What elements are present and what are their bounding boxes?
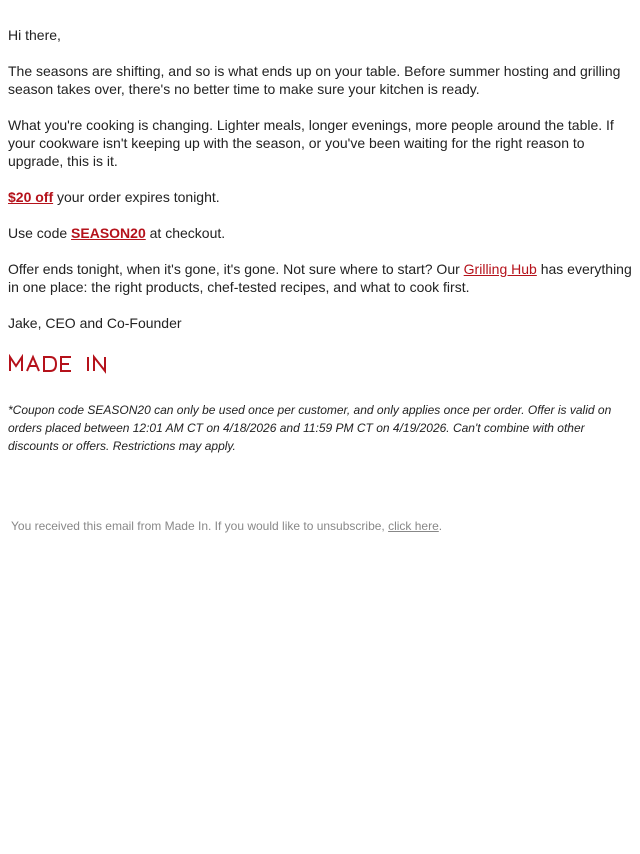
intro-paragraph: The seasons are shifting, and so is what ends up on your table. Before summer hosting and grilling season takes over, there's no better time to make sure your kitchen is ready. [8,63,621,97]
code-prefix: Use code [8,225,72,241]
greeting: Hi there, [8,27,61,43]
body-paragraph: What you're cooking is changing. Lighter meals, longer evenings, more people around the table. If your cookware isn't keeping up with the season, or you've been waiting for the right reason to upgrade, this is it. [8,117,614,169]
code-suffix: at checkout. [145,225,226,241]
offer-paragraph [8,188,636,206]
offer-link[interactable]: $20 off [8,189,54,205]
offer-ends-text: Offer ends tonight, when it's gone, it's gone. Not sure where to start? Our [8,261,464,277]
footer-text: You received this email from Made In. If you would like to unsubscribe, [11,519,389,533]
coupon-code-link[interactable]: SEASON20 [71,225,146,241]
footer-suffix: . [438,519,443,533]
unsubscribe-link[interactable]: click here [388,519,439,533]
code-paragraph [8,224,636,242]
offer-text: your order expires tonight. [53,189,220,205]
signature: Jake, CEO and Co-Founder [8,315,182,331]
unsubscribe-footer [11,518,631,534]
made-in-logo[interactable] [8,354,108,374]
offer-ends-rest: has everything in one place: the right products, chef-tested recipes, and what to cook first. [8,261,632,295]
coupon-disclaimer: *Coupon code SEASON20 can only be used once per customer, and only applies once per order. Offer is valid on orders placed between 12:01 AM CT on 4/18/2026 and 11:59 PM CT on 4/19/2026. Can't combine with other discounts or offers. Restrictions may apply. [8,403,612,453]
offer-ends-paragraph [8,260,636,296]
grilling-hub-link[interactable]: Grilling Hub [463,261,537,277]
